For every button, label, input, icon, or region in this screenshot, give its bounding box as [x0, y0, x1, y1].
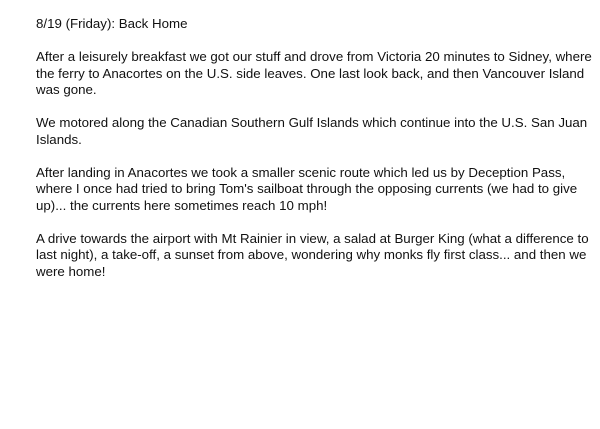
paragraph-gulf-islands: We motored along the Canadian Southern Gulf Islands which continue into the U.S. San Juan Islands. — [36, 115, 588, 147]
paragraph-flight-home: A drive towards the airport with Mt Rainier in view, a salad at Burger King (what a difference to last night), a take-off, a sunset from above, wondering why monks fly first class... and then we were home! — [36, 230, 589, 279]
entry-heading: 8/19 (Friday): Back Home — [36, 16, 188, 31]
paragraph-ferry: After a leisurely breakfast we got our stuff and drove from Victoria 20 minutes to Sidney, where the ferry to Anacortes on the U.S. side leaves. One last look back, and then Vancouver Island was gone. — [36, 49, 592, 97]
document-body — [36, 16, 596, 297]
paragraph-deception-pass: After landing in Anacortes we took a smaller scenic route which led us by Deception Pass, where I once had tried to bring Tom's sailboat through the opposing currents (we had to give up)... the currents here sometimes reach 10 mph! — [36, 164, 578, 213]
